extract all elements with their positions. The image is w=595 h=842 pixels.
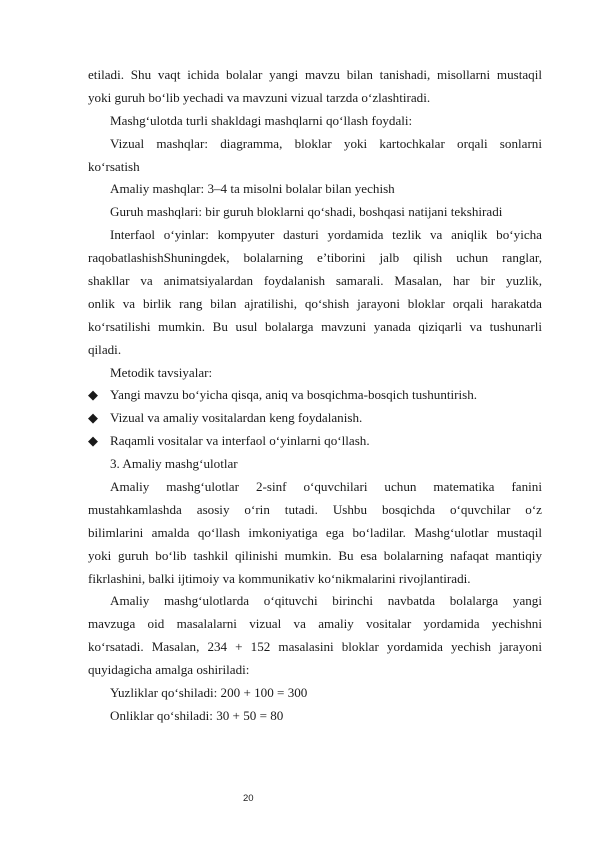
bullet-item: ◆ Vizual va amaliy vositalardan keng foydalanish. xyxy=(88,407,542,430)
text-line: ko‘rsatish xyxy=(88,158,140,174)
text-line: bilimlarini amalda qo‘llash imkoniyatiga ega bo‘ladilar. Mashg‘ulotlar mustaqil xyxy=(88,524,542,540)
text-line: onlik va birlik rang bilan ajratilishi, qo‘shish jarayoni bloklar orqali harakatda xyxy=(88,295,542,311)
text-line: Amaliy mashg‘ulotlar 2-sinf o‘quvchilari uchun matematika fanini xyxy=(110,479,542,495)
bullet-item: ◆ Raqamli vositalar va interfaol o‘yinlarni qo‘llash. xyxy=(88,430,542,453)
text-line: Yuzliklar qo‘shiladi: 200 + 100 = 300 xyxy=(110,685,308,701)
text-line: shakllar va animatsiyalardan foydalanish samarali. Masalan, har bir yuzlik, xyxy=(88,273,542,289)
bullet-item: ◆ Yangi mavzu bo‘yicha qisqa, aniq va bosqichma-bosqich tushuntirish. xyxy=(88,384,542,407)
text-line: mavzuga oid masalalarni vizual va amaliy vositalar yordamida yechishni xyxy=(88,616,542,632)
text-line: mustahkamlashda asosiy o‘rin tutadi. Ushbu bosqichda o‘quvchilar o‘z xyxy=(88,501,542,517)
text-line: Vizual mashqlar: diagramma, bloklar yoki kartochkalar orqali sonlarni xyxy=(110,135,542,151)
text-line: fikrlashini, balki ijtimoiy va kommunikativ ko‘nikmalarini rivojlantiradi. xyxy=(88,570,471,586)
document-page xyxy=(88,64,542,728)
text-line: etiladi. Shu vaqt ichida bolalar yangi mavzu bilan tanishadi, misollarni mustaqil xyxy=(88,67,542,82)
text-line: yoki guruh bo‘lib yechadi va mavzuni vizual tarzda o‘zlashtiradi. xyxy=(88,89,431,105)
diamond-bullet-icon: ◆ xyxy=(88,433,98,449)
text-line: Onliklar qo‘shiladi: 30 + 50 = 80 xyxy=(110,707,284,723)
text-line: quyidagicha amalga oshiriladi: xyxy=(88,662,250,678)
diamond-bullet-icon: ◆ xyxy=(88,387,98,403)
text-line: Mashg‘ulotda turli shakldagi mashqlarni qo‘llash foydali: xyxy=(110,112,413,128)
text-line: ko‘rsatilishi mumkin. Bu usul bolalarga mavzuni yanada qiziqarli va tushunarli xyxy=(88,318,542,334)
section-heading: 3. Amaliy mashg‘ulotlar xyxy=(110,456,238,472)
section-label: Metodik tavsiyalar: xyxy=(110,364,213,380)
text-line: Guruh mashqlari: bir guruh bloklarni qo‘shadi, boshqasi natijani tekshiradi xyxy=(110,204,503,220)
text-line: raqobatlashishShuningdek, bolalarning e’tiborini jalb qilish uchun ranglar, xyxy=(88,250,542,266)
text-line: ko‘rsatadi. Masalan, 234 + 152 masalasini bloklar yordamida yechish jarayoni xyxy=(88,639,542,655)
text-line: Amaliy mashqlar: 3–4 ta misolni bolalar bilan yechish xyxy=(110,181,395,197)
diamond-bullet-icon: ◆ xyxy=(88,410,98,426)
text-line: qiladi. xyxy=(88,341,122,357)
text-line: yoki guruh bo‘lib tashkil qilinishi mumkin. Bu esa bolalarning nafaqat mantiqiy xyxy=(88,547,542,563)
page-number: 20 xyxy=(243,793,254,804)
text-line: Amaliy mashg‘ulotlarda o‘qituvchi birinchi navbatda bolalarga yangi xyxy=(110,593,542,609)
text-line: Interfaol o‘yinlar: kompyuter dasturi yordamida tezlik va aniqlik bo‘yicha xyxy=(110,227,542,243)
